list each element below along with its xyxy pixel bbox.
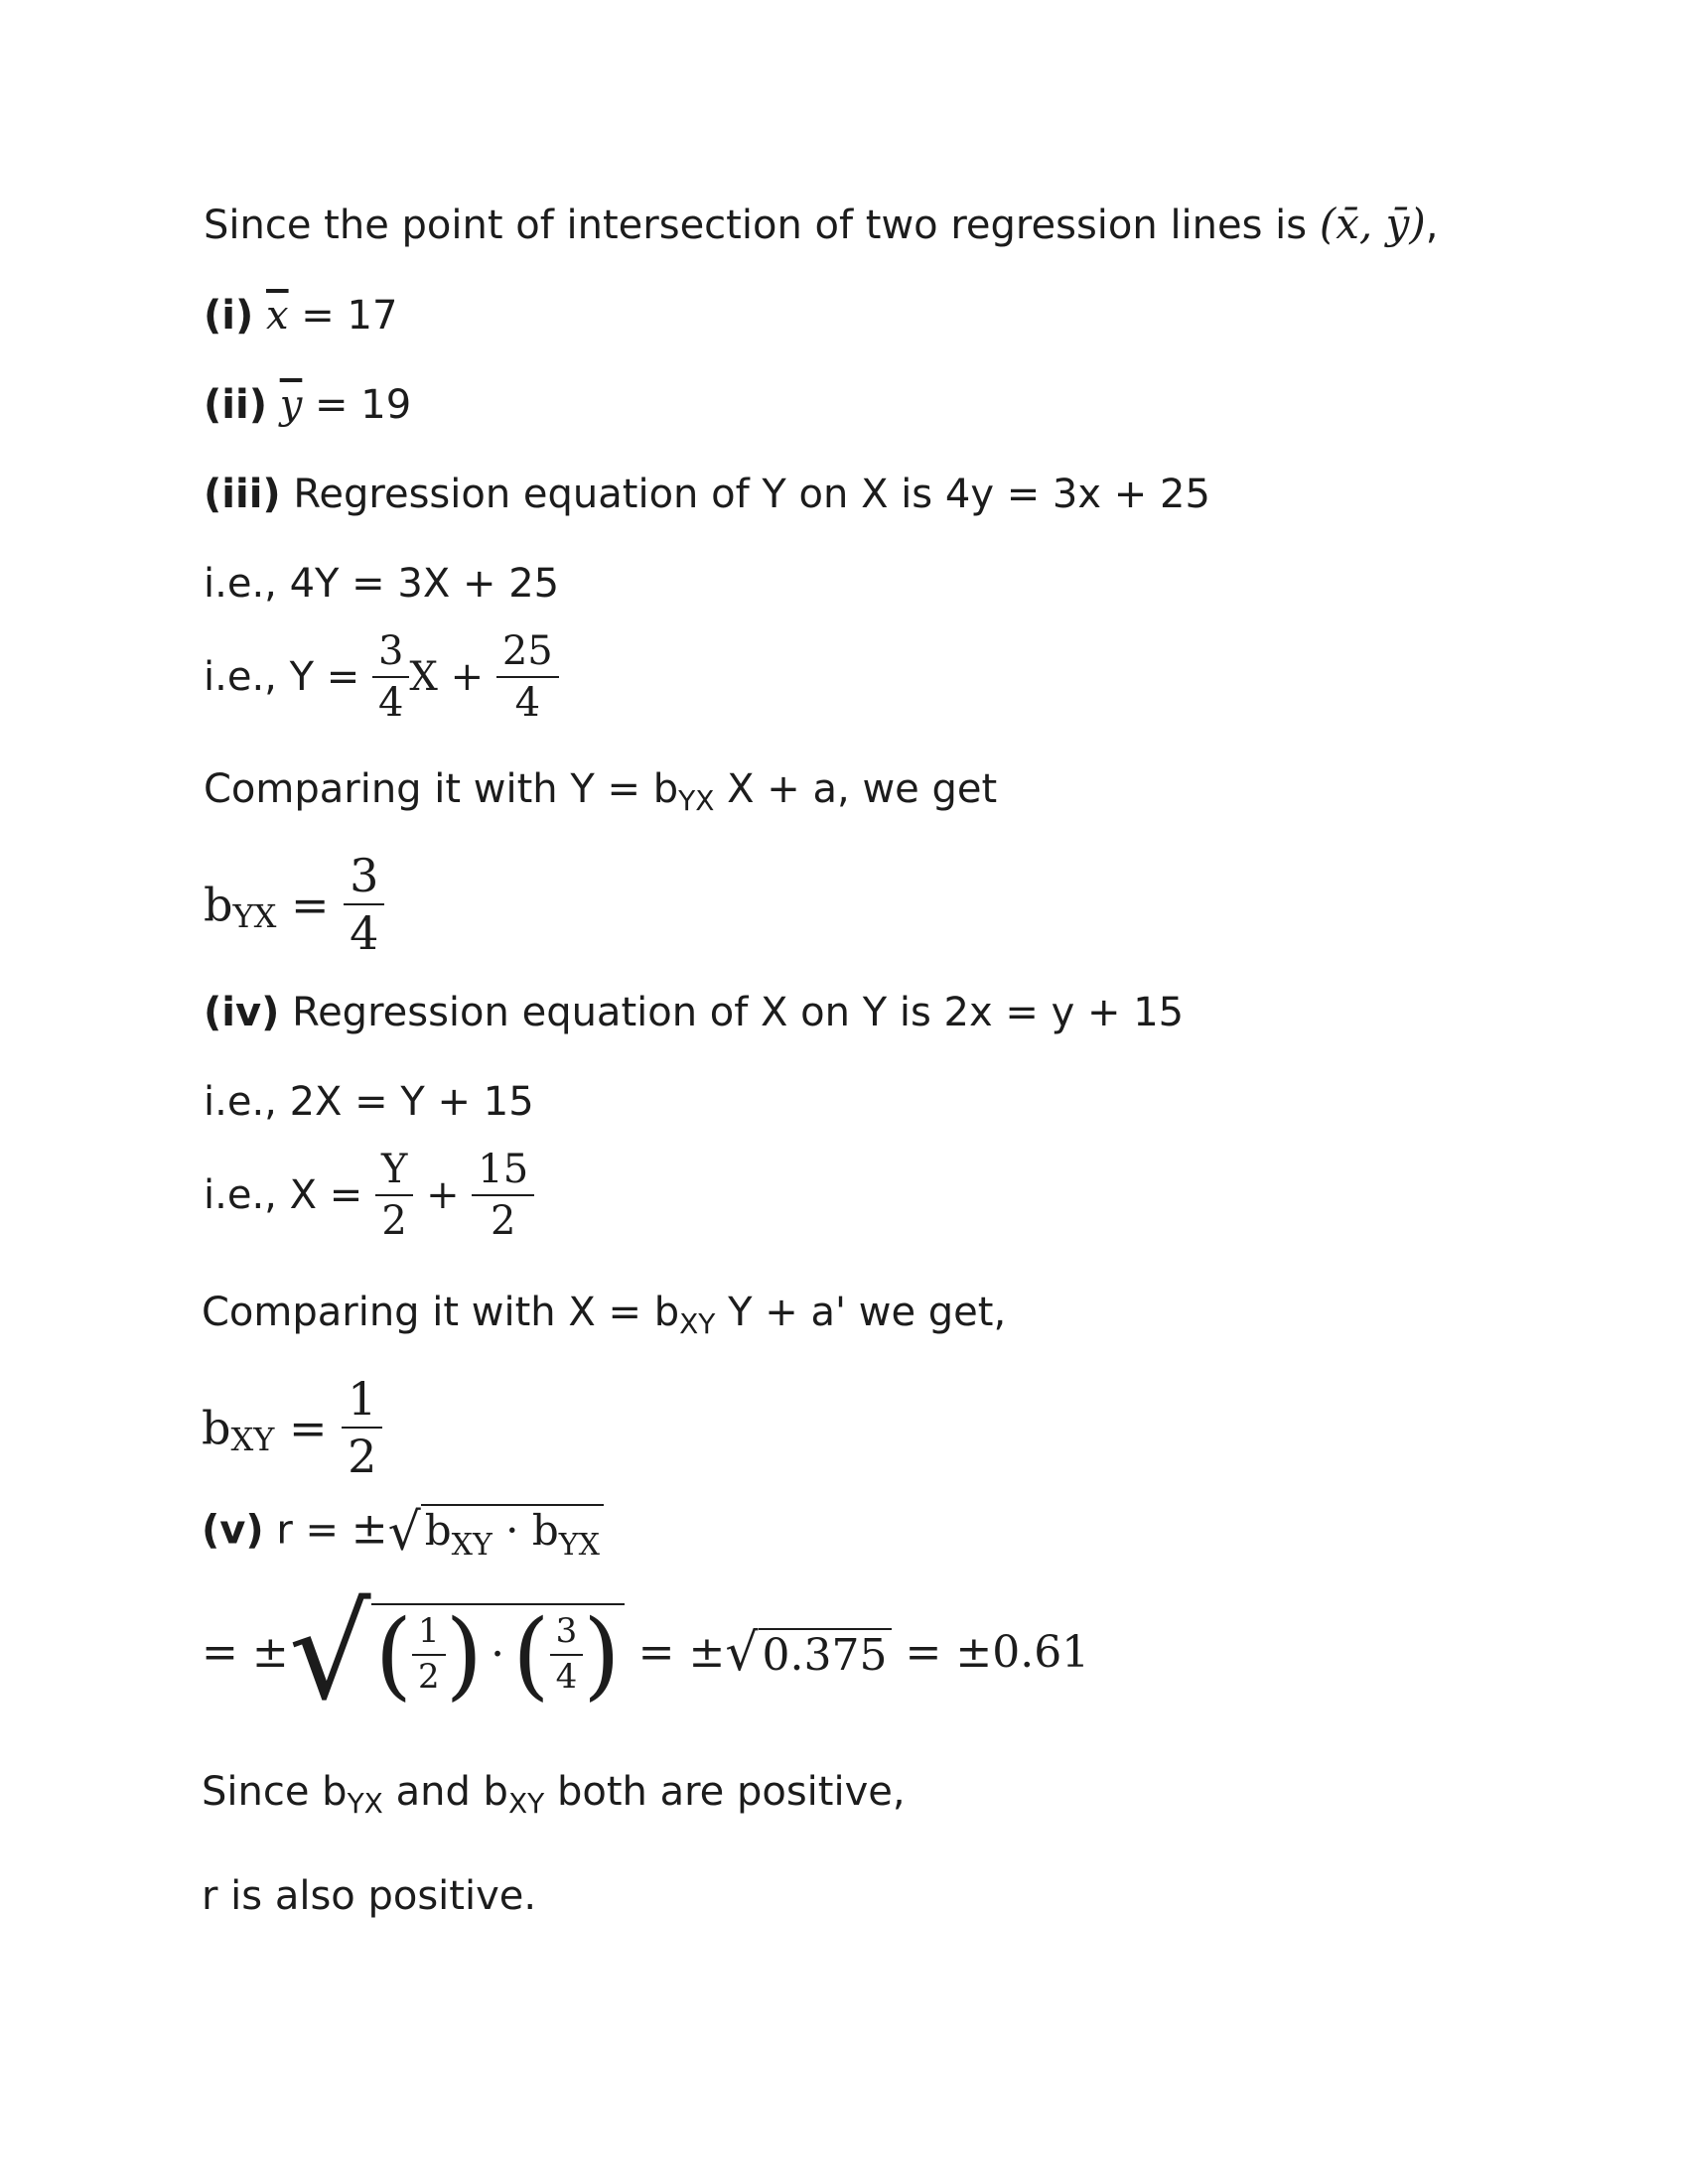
final-line: r is also positive. <box>202 1873 537 1919</box>
conclusion-line <box>202 1769 906 1820</box>
equals: = <box>290 878 330 932</box>
part-iii-result <box>204 849 384 961</box>
sqrt-icon: √ <box>725 1623 759 1683</box>
part-iv-result <box>202 1372 382 1484</box>
final-value: = ±0.61 <box>891 1627 1090 1678</box>
fraction-denominator: 2 <box>491 1198 516 1244</box>
right-paren: ) <box>583 1599 621 1710</box>
dot: · <box>492 1506 532 1555</box>
part-iii-heading <box>204 472 1210 517</box>
radicand-value: 0.375 <box>759 1628 892 1678</box>
fraction-denominator: 2 <box>381 1198 407 1244</box>
part-ii-var: $\overline{y}$ <box>279 382 303 428</box>
fraction <box>472 1149 534 1242</box>
fraction-numerator: 15 <box>472 1149 534 1196</box>
intro-trail: , <box>1425 203 1439 248</box>
sqrt-icon: √ <box>387 1502 421 1563</box>
equals: = <box>288 1401 328 1455</box>
part-iv-step2-mid: + <box>426 1172 460 1218</box>
part-iii-step1: i.e., 4Y = 3X + 25 <box>204 561 560 607</box>
part-i-var: $\overline{x}$ <box>266 293 289 339</box>
fraction-denominator: 4 <box>514 680 541 726</box>
compare-text: Comparing it with X = b <box>202 1290 680 1335</box>
fraction-denominator: 4 <box>377 680 404 726</box>
part-iii-label: (iii) <box>204 472 281 517</box>
fraction-numerator: 1 <box>342 1375 382 1429</box>
radicand <box>421 1504 604 1561</box>
subscript: YX <box>232 896 277 935</box>
part-iv-text: Regression equation of X on Y is 2x = y + 15 <box>279 990 1185 1035</box>
fraction-numerator: 1 <box>412 1614 446 1656</box>
plus-minus: ± <box>351 1503 388 1555</box>
fraction <box>342 1372 382 1484</box>
fraction-denominator: 2 <box>348 1430 377 1484</box>
conclusion-text: both are positive, <box>544 1769 906 1815</box>
part-i-label: (i) <box>204 293 254 339</box>
fraction <box>550 1611 584 1697</box>
subscript: YX <box>347 1787 383 1820</box>
fraction <box>344 849 384 961</box>
sqrt-icon: √ <box>288 1577 371 1728</box>
equals-pm: = ± <box>202 1627 289 1678</box>
part-v-heading <box>202 1504 604 1561</box>
subscript: YX <box>678 784 715 817</box>
left-paren: ( <box>512 1599 550 1710</box>
compare-text: Comparing it with Y = b <box>204 766 679 812</box>
part-v-label: (v) <box>202 1507 264 1554</box>
part-iii-text: Regression equation of Y on X is 4y = 3x + 25 <box>280 472 1210 517</box>
fraction-denominator: 2 <box>418 1657 440 1697</box>
fraction <box>375 1149 413 1242</box>
fraction-numerator: Y <box>375 1149 413 1196</box>
part-v-text: r = <box>263 1507 352 1554</box>
part-i <box>204 293 398 339</box>
left-paren: ( <box>374 1599 413 1710</box>
fraction-numerator: 25 <box>496 630 559 678</box>
fraction-numerator: 3 <box>372 630 409 678</box>
part-v-eval <box>202 1577 1090 1728</box>
fraction-numerator: 3 <box>550 1614 584 1656</box>
intro-math: (x̄, ȳ) <box>1319 200 1426 248</box>
right-paren: ) <box>445 1599 484 1710</box>
part-iii-step2-prefix: i.e., Y = <box>204 654 360 700</box>
compare-text: Y + a' we get, <box>715 1290 1007 1335</box>
fraction <box>372 630 409 724</box>
subscript: XY <box>679 1307 716 1340</box>
part-iv-label: (iv) <box>204 990 280 1035</box>
part-iv-compare <box>202 1290 1007 1340</box>
part-iv-step1: i.e., 2X = Y + 15 <box>204 1079 534 1125</box>
subscript: YX <box>558 1528 600 1563</box>
part-ii-label: (ii) <box>204 382 267 428</box>
fraction-numerator: 3 <box>344 852 384 905</box>
result-b: b <box>202 1401 231 1455</box>
part-iii-step2-mid: X + <box>409 654 485 700</box>
intro-line <box>204 200 1439 248</box>
part-iii-step2 <box>204 630 559 724</box>
dot: · <box>491 1629 505 1680</box>
part-iv-heading <box>204 990 1185 1035</box>
fraction-denominator: 4 <box>350 906 379 961</box>
result-b: b <box>204 878 233 932</box>
b-symbol: b <box>424 1506 452 1555</box>
b-symbol: b <box>531 1506 559 1555</box>
part-ii <box>204 382 412 428</box>
equals-pm: = ± <box>624 1627 726 1678</box>
subscript: XY <box>451 1528 492 1563</box>
part-iv-step2 <box>204 1149 534 1242</box>
fraction <box>496 630 559 724</box>
subscript: XY <box>507 1787 545 1820</box>
fraction-denominator: 4 <box>555 1657 578 1697</box>
intro-text: Since the point of intersection of two regression lines is <box>204 203 1308 248</box>
subscript: XY <box>230 1420 275 1458</box>
conclusion-text: Since b <box>202 1769 348 1815</box>
fraction <box>412 1611 446 1697</box>
radicand <box>371 1599 625 1710</box>
part-iv-step2-prefix: i.e., X = <box>204 1172 363 1218</box>
part-i-value: = 17 <box>288 293 398 339</box>
part-iii-compare <box>204 766 998 817</box>
part-ii-value: = 19 <box>302 382 412 428</box>
compare-text: X + a, we get <box>714 766 998 812</box>
conclusion-text: and b <box>382 1769 508 1815</box>
